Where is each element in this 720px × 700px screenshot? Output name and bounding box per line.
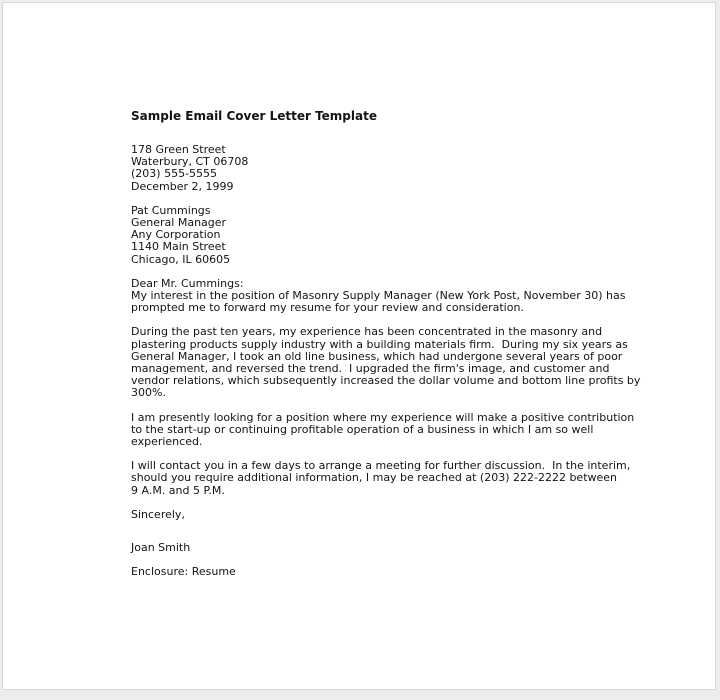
letter-line: plastering products supply industry with a building materials firm. During my six years as (131, 337, 628, 351)
salutation: Dear Mr. Cummings: (131, 276, 244, 290)
letter-line: General Manager (131, 216, 227, 230)
letter-line: General Manager, I took an old line business, which had undergone several years of poor (131, 349, 623, 363)
body-paragraph (131, 290, 685, 314)
letter-body (131, 290, 685, 497)
letter-line: 1140 Main Street (131, 240, 226, 254)
letter-line: vendor relations, which subsequently increased the dollar volume and bottom line profits by (131, 374, 641, 388)
enclosure-note: Enclosure: Resume (131, 565, 236, 579)
letter-line: 9 A.M. and 5 P.M. (131, 483, 225, 497)
body-paragraph (131, 460, 685, 497)
body-paragraph (131, 412, 685, 449)
letter-line: Any Corporation (131, 228, 221, 242)
letter-line: should you require additional information, I may be reached at (203) 222-2222 between (131, 471, 618, 485)
letter-line: My interest in the position of Masonry Supply Manager (New York Post, November 30) has (131, 289, 626, 303)
letter-line: December 2, 1999 (131, 179, 234, 193)
letter-line: experienced. (131, 435, 203, 449)
letter-line: I am presently looking for a position where my experience will make a positive contribution (131, 410, 635, 424)
letter-line: I will contact you in a few days to arrange a meeting for further discussion. In the interim, (131, 459, 631, 473)
letter-line: 300%. (131, 386, 166, 400)
body-paragraph (131, 326, 685, 399)
sender-address-block (131, 144, 685, 193)
letter-line: 178 Green Street (131, 143, 226, 156)
letter-line: prompted me to forward my resume for your review and consideration. (131, 301, 524, 315)
letter-line: (203) 555-5555 (131, 167, 218, 181)
letter-line: Chicago, IL 60605 (131, 252, 231, 266)
letter-content (131, 110, 685, 578)
document-page (2, 2, 716, 690)
closing: Sincerely, (131, 507, 185, 521)
letter-line: Pat Cummings (131, 203, 211, 217)
recipient-address-block (131, 205, 685, 266)
letter-line: to the start-up or continuing profitable operation of a business in which I am so well (131, 422, 594, 436)
letter-line: Waterbury, CT 06708 (131, 155, 249, 169)
letter-line: management, and reversed the trend. I upgraded the firm's image, and customer and (131, 362, 610, 376)
signature-name: Joan Smith (131, 541, 191, 555)
letter-title: Sample Email Cover Letter Template (131, 109, 377, 123)
letter-line: During the past ten years, my experience has been concentrated in the masonry and (131, 325, 603, 339)
